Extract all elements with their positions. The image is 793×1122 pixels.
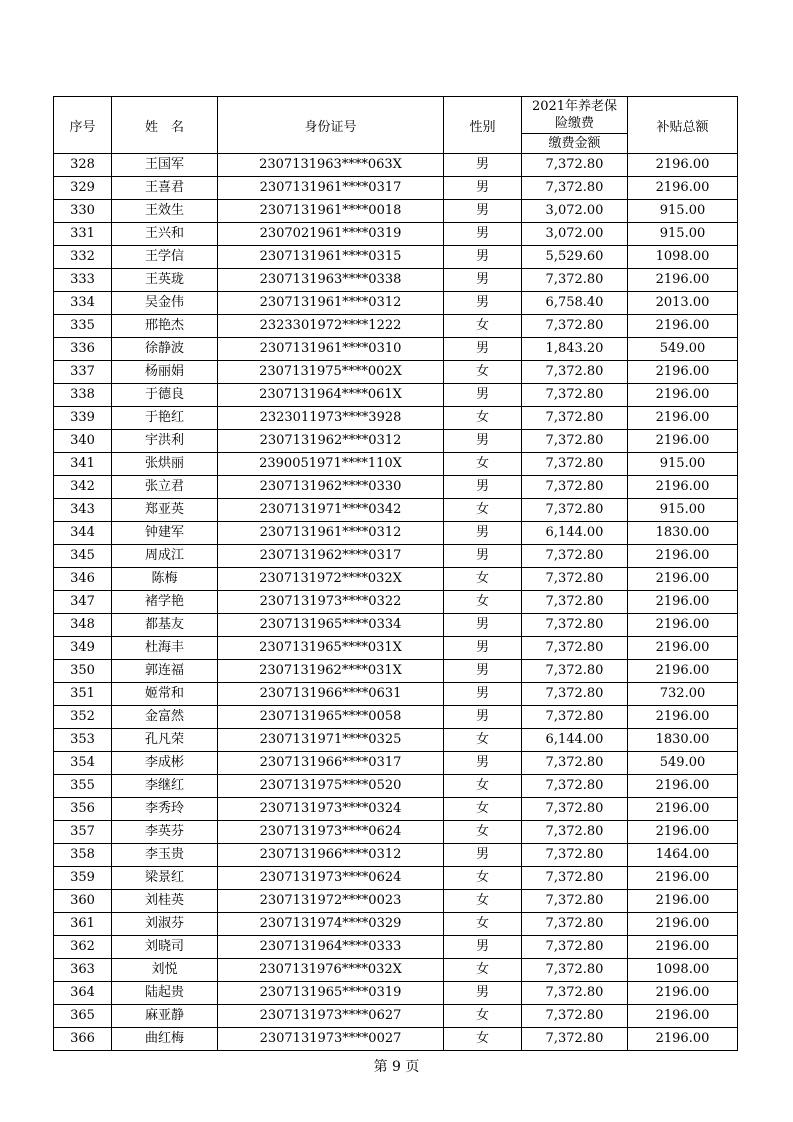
- cell-subsidy: 2196.00: [628, 775, 738, 798]
- cell-fee: 7,372.80: [522, 1028, 628, 1051]
- header-id: 身份证号: [218, 97, 444, 154]
- cell-name: 刘悦: [112, 959, 218, 982]
- cell-name: 陈梅: [112, 568, 218, 591]
- cell-id: 2307131965****0058: [218, 706, 444, 729]
- cell-seq: 348: [54, 614, 112, 637]
- cell-seq: 352: [54, 706, 112, 729]
- cell-seq: 336: [54, 338, 112, 361]
- cell-name: 梁景红: [112, 867, 218, 890]
- cell-gender: 女: [444, 1028, 522, 1051]
- table-row: [54, 867, 738, 890]
- cell-name: 王效生: [112, 200, 218, 223]
- cell-name: 王国军: [112, 154, 218, 177]
- cell-subsidy: 2196.00: [628, 660, 738, 683]
- cell-subsidy: 915.00: [628, 453, 738, 476]
- cell-gender: 男: [444, 844, 522, 867]
- cell-seq: 345: [54, 545, 112, 568]
- cell-subsidy: 2196.00: [628, 269, 738, 292]
- cell-fee: 7,372.80: [522, 384, 628, 407]
- cell-id: 2307131961****0315: [218, 246, 444, 269]
- cell-subsidy: 2196.00: [628, 936, 738, 959]
- cell-name: 杜海丰: [112, 637, 218, 660]
- header-fee-sub: 缴费金额: [522, 134, 628, 154]
- cell-name: 吴金伟: [112, 292, 218, 315]
- cell-gender: 男: [444, 683, 522, 706]
- cell-seq: 351: [54, 683, 112, 706]
- cell-seq: 356: [54, 798, 112, 821]
- cell-seq: 360: [54, 890, 112, 913]
- header-gender: 性别: [444, 97, 522, 154]
- cell-fee: 7,372.80: [522, 361, 628, 384]
- cell-subsidy: 915.00: [628, 200, 738, 223]
- table-row: [54, 821, 738, 844]
- table-row: [54, 798, 738, 821]
- cell-fee: 7,372.80: [522, 154, 628, 177]
- cell-seq: 328: [54, 154, 112, 177]
- table-row: [54, 568, 738, 591]
- cell-name: 刘桂英: [112, 890, 218, 913]
- table-row: [54, 154, 738, 177]
- cell-subsidy: 2196.00: [628, 614, 738, 637]
- cell-name: 钟建军: [112, 522, 218, 545]
- cell-subsidy: 2196.00: [628, 384, 738, 407]
- cell-name: 郑亚英: [112, 499, 218, 522]
- cell-id: 2307021961****0319: [218, 223, 444, 246]
- cell-subsidy: 2196.00: [628, 890, 738, 913]
- table-row: [54, 683, 738, 706]
- cell-id: 2307131973****0624: [218, 867, 444, 890]
- cell-gender: 男: [444, 476, 522, 499]
- cell-seq: 365: [54, 1005, 112, 1028]
- cell-id: 2323301972****1222: [218, 315, 444, 338]
- cell-id: 2307131962****0312: [218, 430, 444, 453]
- cell-id: 2307131964****061X: [218, 384, 444, 407]
- cell-gender: 女: [444, 913, 522, 936]
- cell-name: 刘淑芬: [112, 913, 218, 936]
- cell-gender: 男: [444, 430, 522, 453]
- cell-seq: 354: [54, 752, 112, 775]
- cell-fee: 7,372.80: [522, 844, 628, 867]
- table-row: [54, 1028, 738, 1051]
- cell-name: 孔凡荣: [112, 729, 218, 752]
- table-row: [54, 1005, 738, 1028]
- table-row: [54, 338, 738, 361]
- cell-fee: 6,144.00: [522, 729, 628, 752]
- cell-fee: 6,144.00: [522, 522, 628, 545]
- cell-seq: 332: [54, 246, 112, 269]
- cell-gender: 女: [444, 821, 522, 844]
- cell-subsidy: 915.00: [628, 499, 738, 522]
- cell-id: 2307131964****0333: [218, 936, 444, 959]
- table-row: [54, 660, 738, 683]
- cell-name: 周成江: [112, 545, 218, 568]
- cell-seq: 361: [54, 913, 112, 936]
- cell-id: 2307131961****0312: [218, 522, 444, 545]
- table-row: [54, 775, 738, 798]
- cell-name: 李成彬: [112, 752, 218, 775]
- cell-gender: 女: [444, 798, 522, 821]
- table-row: [54, 453, 738, 476]
- cell-gender: 女: [444, 890, 522, 913]
- cell-fee: 7,372.80: [522, 982, 628, 1005]
- cell-subsidy: 1830.00: [628, 729, 738, 752]
- cell-gender: 女: [444, 959, 522, 982]
- cell-seq: 353: [54, 729, 112, 752]
- cell-name: 王兴和: [112, 223, 218, 246]
- table-row: [54, 499, 738, 522]
- cell-seq: 334: [54, 292, 112, 315]
- cell-name: 于艳红: [112, 407, 218, 430]
- cell-name: 王学信: [112, 246, 218, 269]
- cell-gender: 女: [444, 361, 522, 384]
- cell-gender: 女: [444, 499, 522, 522]
- cell-seq: 330: [54, 200, 112, 223]
- cell-name: 王喜君: [112, 177, 218, 200]
- cell-name: 于德良: [112, 384, 218, 407]
- cell-fee: 7,372.80: [522, 660, 628, 683]
- cell-subsidy: 2013.00: [628, 292, 738, 315]
- cell-seq: 331: [54, 223, 112, 246]
- cell-subsidy: 2196.00: [628, 798, 738, 821]
- cell-fee: 7,372.80: [522, 936, 628, 959]
- cell-subsidy: 2196.00: [628, 821, 738, 844]
- cell-subsidy: 732.00: [628, 683, 738, 706]
- cell-fee: 7,372.80: [522, 591, 628, 614]
- cell-gender: 女: [444, 775, 522, 798]
- cell-seq: 355: [54, 775, 112, 798]
- cell-fee: 7,372.80: [522, 545, 628, 568]
- cell-fee: 3,072.00: [522, 223, 628, 246]
- cell-gender: 女: [444, 729, 522, 752]
- cell-name: 曲红梅: [112, 1028, 218, 1051]
- cell-fee: 7,372.80: [522, 637, 628, 660]
- cell-fee: 7,372.80: [522, 706, 628, 729]
- cell-name: 姬常和: [112, 683, 218, 706]
- cell-id: 2307131974****0329: [218, 913, 444, 936]
- cell-id: 2390051971****110X: [218, 453, 444, 476]
- cell-seq: 358: [54, 844, 112, 867]
- table-row: [54, 384, 738, 407]
- cell-seq: 342: [54, 476, 112, 499]
- cell-id: 2307131965****0319: [218, 982, 444, 1005]
- cell-gender: 男: [444, 269, 522, 292]
- cell-subsidy: 1098.00: [628, 959, 738, 982]
- cell-subsidy: 2196.00: [628, 154, 738, 177]
- table-row: [54, 200, 738, 223]
- cell-subsidy: 2196.00: [628, 315, 738, 338]
- cell-gender: 女: [444, 407, 522, 430]
- cell-name: 李继红: [112, 775, 218, 798]
- cell-name: 张烘丽: [112, 453, 218, 476]
- cell-fee: 7,372.80: [522, 683, 628, 706]
- cell-seq: 339: [54, 407, 112, 430]
- cell-fee: 7,372.80: [522, 453, 628, 476]
- subsidy-table-sheet: [53, 96, 738, 1051]
- cell-subsidy: 1464.00: [628, 844, 738, 867]
- cell-gender: 男: [444, 706, 522, 729]
- table-row: [54, 614, 738, 637]
- cell-id: 2307131963****0338: [218, 269, 444, 292]
- cell-fee: 7,372.80: [522, 614, 628, 637]
- cell-name: 都基友: [112, 614, 218, 637]
- cell-id: 2307131973****0627: [218, 1005, 444, 1028]
- table-row: [54, 729, 738, 752]
- cell-subsidy: 2196.00: [628, 430, 738, 453]
- subsidy-table: [53, 96, 738, 1051]
- cell-id: 2307131975****0520: [218, 775, 444, 798]
- cell-id: 2307131965****031X: [218, 637, 444, 660]
- cell-name: 麻亚静: [112, 1005, 218, 1028]
- cell-fee: 7,372.80: [522, 798, 628, 821]
- cell-seq: 337: [54, 361, 112, 384]
- cell-name: 李秀玲: [112, 798, 218, 821]
- cell-name: 徐静波: [112, 338, 218, 361]
- table-row: [54, 936, 738, 959]
- cell-fee: 7,372.80: [522, 890, 628, 913]
- cell-seq: 349: [54, 637, 112, 660]
- cell-gender: 男: [444, 223, 522, 246]
- cell-id: 2307131961****0310: [218, 338, 444, 361]
- table-row: [54, 177, 738, 200]
- table-row: [54, 269, 738, 292]
- cell-fee: 7,372.80: [522, 867, 628, 890]
- cell-seq: 350: [54, 660, 112, 683]
- cell-name: 刘晓司: [112, 936, 218, 959]
- cell-gender: 男: [444, 982, 522, 1005]
- header-name: 姓 名: [112, 97, 218, 154]
- page-number: 第 9 页: [373, 1059, 420, 1075]
- cell-seq: 359: [54, 867, 112, 890]
- cell-seq: 366: [54, 1028, 112, 1051]
- cell-id: 2307131976****032X: [218, 959, 444, 982]
- cell-id: 2307131966****0631: [218, 683, 444, 706]
- cell-seq: 333: [54, 269, 112, 292]
- cell-subsidy: 2196.00: [628, 407, 738, 430]
- cell-name: 杨丽娟: [112, 361, 218, 384]
- cell-id: 2307131973****0027: [218, 1028, 444, 1051]
- cell-seq: 340: [54, 430, 112, 453]
- cell-id: 2307131975****002X: [218, 361, 444, 384]
- table-row: [54, 476, 738, 499]
- table-row: [54, 292, 738, 315]
- cell-fee: 7,372.80: [522, 407, 628, 430]
- cell-seq: 362: [54, 936, 112, 959]
- cell-subsidy: 2196.00: [628, 867, 738, 890]
- cell-gender: 女: [444, 867, 522, 890]
- table-row: [54, 407, 738, 430]
- cell-fee: 7,372.80: [522, 269, 628, 292]
- header-fee-top: 2021年养老保险缴费: [522, 97, 628, 134]
- cell-subsidy: 915.00: [628, 223, 738, 246]
- cell-gender: 男: [444, 637, 522, 660]
- cell-id: 2307131972****0023: [218, 890, 444, 913]
- cell-gender: 男: [444, 545, 522, 568]
- cell-subsidy: 549.00: [628, 752, 738, 775]
- cell-id: 2307131971****0325: [218, 729, 444, 752]
- cell-gender: 女: [444, 1005, 522, 1028]
- cell-id: 2307131962****031X: [218, 660, 444, 683]
- cell-fee: 7,372.80: [522, 775, 628, 798]
- cell-gender: 女: [444, 591, 522, 614]
- cell-subsidy: 549.00: [628, 338, 738, 361]
- table-row: [54, 844, 738, 867]
- cell-gender: 男: [444, 246, 522, 269]
- cell-id: 2307131961****0317: [218, 177, 444, 200]
- cell-id: 2307131973****0624: [218, 821, 444, 844]
- cell-seq: 346: [54, 568, 112, 591]
- cell-fee: 7,372.80: [522, 913, 628, 936]
- table-body: [54, 154, 738, 1051]
- cell-gender: 男: [444, 614, 522, 637]
- cell-subsidy: 2196.00: [628, 1028, 738, 1051]
- cell-fee: 7,372.80: [522, 499, 628, 522]
- cell-fee: 3,072.00: [522, 200, 628, 223]
- cell-gender: 男: [444, 200, 522, 223]
- cell-id: 2307131961****0018: [218, 200, 444, 223]
- cell-id: 2307131973****0322: [218, 591, 444, 614]
- cell-subsidy: 2196.00: [628, 913, 738, 936]
- cell-gender: 女: [444, 568, 522, 591]
- cell-fee: 7,372.80: [522, 430, 628, 453]
- cell-id: 2307131962****0330: [218, 476, 444, 499]
- cell-name: 郭连福: [112, 660, 218, 683]
- table-row: [54, 591, 738, 614]
- cell-fee: 7,372.80: [522, 1005, 628, 1028]
- cell-id: 2307131962****0317: [218, 545, 444, 568]
- cell-fee: 1,843.20: [522, 338, 628, 361]
- table-row: [54, 890, 738, 913]
- table-row: [54, 246, 738, 269]
- cell-subsidy: 2196.00: [628, 568, 738, 591]
- table-header: [54, 97, 738, 154]
- cell-name: 宇洪利: [112, 430, 218, 453]
- cell-name: 邢艳杰: [112, 315, 218, 338]
- cell-gender: 男: [444, 177, 522, 200]
- cell-name: 王英珑: [112, 269, 218, 292]
- cell-seq: 363: [54, 959, 112, 982]
- cell-fee: 7,372.80: [522, 315, 628, 338]
- cell-fee: 7,372.80: [522, 476, 628, 499]
- cell-gender: 男: [444, 752, 522, 775]
- header-subsidy: 补贴总额: [628, 97, 738, 154]
- cell-seq: 338: [54, 384, 112, 407]
- cell-gender: 男: [444, 154, 522, 177]
- cell-id: 2323011973****3928: [218, 407, 444, 430]
- cell-subsidy: 1830.00: [628, 522, 738, 545]
- table-row: [54, 430, 738, 453]
- cell-seq: 344: [54, 522, 112, 545]
- table-row: [54, 223, 738, 246]
- table-row: [54, 982, 738, 1005]
- cell-name: 金富然: [112, 706, 218, 729]
- cell-id: 2307131973****0324: [218, 798, 444, 821]
- cell-gender: 女: [444, 453, 522, 476]
- cell-id: 2307131966****0312: [218, 844, 444, 867]
- cell-subsidy: 2196.00: [628, 1005, 738, 1028]
- cell-fee: 5,529.60: [522, 246, 628, 269]
- cell-id: 2307131971****0342: [218, 499, 444, 522]
- cell-seq: 347: [54, 591, 112, 614]
- table-row: [54, 545, 738, 568]
- cell-id: 2307131963****063X: [218, 154, 444, 177]
- cell-fee: 6,758.40: [522, 292, 628, 315]
- cell-id: 2307131965****0334: [218, 614, 444, 637]
- cell-subsidy: 2196.00: [628, 706, 738, 729]
- cell-subsidy: 2196.00: [628, 361, 738, 384]
- cell-subsidy: 2196.00: [628, 591, 738, 614]
- cell-fee: 7,372.80: [522, 568, 628, 591]
- cell-seq: 364: [54, 982, 112, 1005]
- cell-name: 李英芬: [112, 821, 218, 844]
- cell-subsidy: 1098.00: [628, 246, 738, 269]
- cell-subsidy: 2196.00: [628, 476, 738, 499]
- cell-id: 2307131972****032X: [218, 568, 444, 591]
- table-row: [54, 522, 738, 545]
- cell-seq: 329: [54, 177, 112, 200]
- cell-id: 2307131961****0312: [218, 292, 444, 315]
- cell-fee: 7,372.80: [522, 821, 628, 844]
- cell-gender: 男: [444, 660, 522, 683]
- cell-subsidy: 2196.00: [628, 545, 738, 568]
- table-row: [54, 361, 738, 384]
- cell-gender: 男: [444, 384, 522, 407]
- cell-gender: 男: [444, 522, 522, 545]
- cell-subsidy: 2196.00: [628, 637, 738, 660]
- cell-name: 李玉贵: [112, 844, 218, 867]
- cell-gender: 男: [444, 338, 522, 361]
- table-row: [54, 706, 738, 729]
- cell-gender: 男: [444, 292, 522, 315]
- cell-fee: 7,372.80: [522, 177, 628, 200]
- table-row: [54, 315, 738, 338]
- cell-seq: 335: [54, 315, 112, 338]
- table-row: [54, 913, 738, 936]
- table-row: [54, 959, 738, 982]
- cell-name: 陆起贵: [112, 982, 218, 1005]
- cell-name: 褚学艳: [112, 591, 218, 614]
- cell-subsidy: 2196.00: [628, 982, 738, 1005]
- cell-seq: 357: [54, 821, 112, 844]
- cell-seq: 341: [54, 453, 112, 476]
- cell-subsidy: 2196.00: [628, 177, 738, 200]
- cell-id: 2307131966****0317: [218, 752, 444, 775]
- cell-fee: 7,372.80: [522, 752, 628, 775]
- cell-fee: 7,372.80: [522, 959, 628, 982]
- cell-gender: 男: [444, 936, 522, 959]
- table-row: [54, 752, 738, 775]
- cell-name: 张立君: [112, 476, 218, 499]
- cell-seq: 343: [54, 499, 112, 522]
- cell-gender: 女: [444, 315, 522, 338]
- header-seq: 序号: [54, 97, 112, 154]
- table-row: [54, 637, 738, 660]
